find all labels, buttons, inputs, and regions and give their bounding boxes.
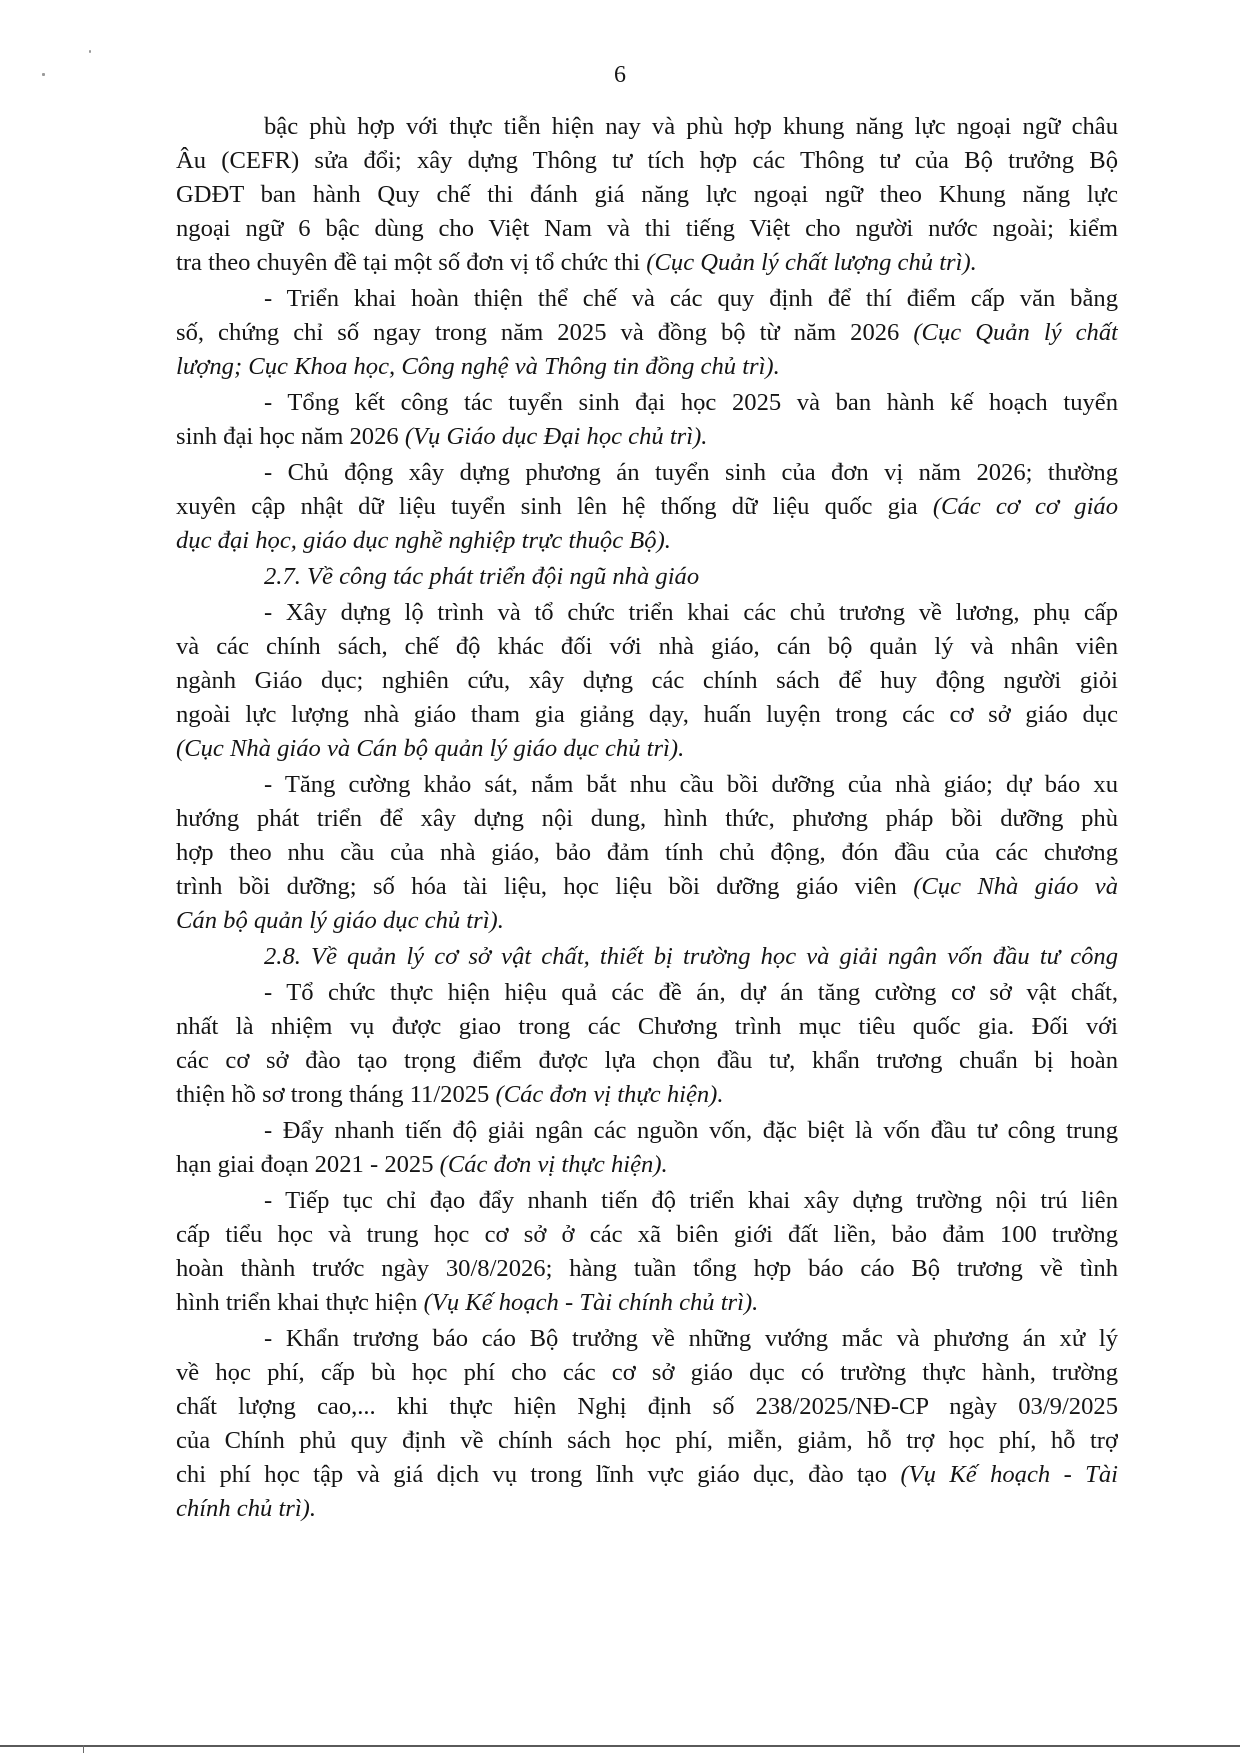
responsible-unit-italic: lượng; Cục Khoa học, Công nghệ và Thông tin đồng chủ trì). (176, 353, 780, 380)
line-text: - Tiếp tục chỉ đạo đẩy nhanh tiến độ triển khai xây dựng trường nội trú liên (264, 1187, 1118, 1214)
page-number: 6 (614, 62, 626, 88)
text-line (176, 282, 1118, 316)
text-line (176, 246, 1118, 280)
text-line (176, 768, 1118, 802)
responsible-unit-italic: (Cục Quản lý chất (913, 319, 1118, 346)
text-line (176, 1286, 1118, 1320)
text-line (176, 316, 1118, 350)
paragraph (176, 976, 1118, 1112)
text-line (176, 490, 1118, 524)
text-line (176, 178, 1118, 212)
text-line (176, 144, 1118, 178)
text-line (176, 386, 1118, 420)
paragraph (176, 1184, 1118, 1320)
section-heading (176, 560, 1118, 594)
responsible-unit-italic: (Cục Nhà giáo và (913, 873, 1118, 900)
responsible-unit-italic: (Vụ Giáo dục Đại học chủ trì). (404, 423, 708, 450)
paragraph (176, 456, 1118, 558)
line-text: số, chứng chỉ số ngay trong năm 2025 và đồng bộ từ năm 2026 (176, 319, 914, 346)
text-line (176, 870, 1118, 904)
responsible-unit-italic: 2.8. Về quản lý cơ sở vật chất, thiết bị trường học và giải ngân vốn đầu tư công (264, 943, 1118, 970)
text-line (176, 420, 1118, 454)
text-line (176, 596, 1118, 630)
line-text: chất lượng cao,... khi thực hiện Nghị định số 238/2025/NĐ-CP ngày 03/9/2025 (176, 1393, 1118, 1420)
text-line (176, 1424, 1118, 1458)
text-line (176, 524, 1118, 558)
footer-tick (83, 1745, 84, 1753)
text-line (176, 1044, 1118, 1078)
line-text: Âu (CEFR) sửa đổi; xây dựng Thông tư tích hợp các Thông tư của Bộ trưởng Bộ (176, 147, 1118, 174)
line-text: - Chủ động xây dựng phương án tuyển sinh của đơn vị năm 2026; thường (264, 459, 1118, 486)
text-line (176, 1322, 1118, 1356)
text-line (176, 732, 1118, 766)
line-text: ngoại ngữ 6 bậc dùng cho Việt Nam và thi tiếng Việt cho người nước ngoài; kiểm (176, 215, 1118, 242)
responsible-unit-italic: (Vụ Kế hoạch - Tài (900, 1461, 1118, 1488)
line-text: GDĐT ban hành Quy chế thi đánh giá năng lực ngoại ngữ theo Khung năng lực (176, 181, 1118, 208)
line-text: nhất là nhiệm vụ được giao trong các Chương trình mục tiêu quốc gia. Đối với (176, 1013, 1118, 1040)
text-line (176, 1010, 1118, 1044)
text-line (176, 1252, 1118, 1286)
line-text: - Xây dựng lộ trình và tổ chức triển khai các chủ trương về lương, phụ cấp (264, 599, 1118, 626)
text-line (176, 1148, 1118, 1182)
line-text: và các chính sách, chế độ khác đối với nhà giáo, cán bộ quản lý và nhân viên (176, 633, 1118, 660)
footer-rule (0, 1745, 1240, 1747)
line-text: - Khẩn trương báo cáo Bộ trưởng về những vướng mắc và phương án xử lý (264, 1325, 1118, 1352)
responsible-unit-italic: (Cục Quản lý chất lượng chủ trì). (646, 249, 977, 276)
section-heading (176, 940, 1118, 974)
line-text: hợp theo nhu cầu của nhà giáo, bảo đảm tính chủ động, đón đầu của các chương (176, 839, 1118, 866)
line-text: sinh đại học năm 2026 (176, 423, 405, 450)
line-text: tra theo chuyên đề tại một số đơn vị tổ chức thi (176, 249, 647, 276)
text-line (176, 802, 1118, 836)
paragraph (176, 282, 1118, 384)
text-line (176, 630, 1118, 664)
text-line (176, 110, 1118, 144)
text-line (176, 664, 1118, 698)
text-line (176, 940, 1118, 974)
text-line (176, 456, 1118, 490)
line-text: ngoài lực lượng nhà giáo tham gia giảng dạy, huấn luyện trong các cơ sở giáo dục (176, 701, 1118, 728)
text-line (176, 212, 1118, 246)
text-line (176, 1458, 1118, 1492)
text-line (176, 836, 1118, 870)
line-text: bậc phù hợp với thực tiễn hiện nay và phù hợp khung năng lực ngoại ngữ châu (264, 113, 1118, 140)
paragraph (176, 1322, 1118, 1526)
responsible-unit-italic: Cán bộ quản lý giáo dục chủ trì). (176, 907, 504, 934)
text-line (176, 1218, 1118, 1252)
line-text: xuyên cập nhật dữ liệu tuyển sinh lên hệ thống dữ liệu quốc gia (176, 493, 933, 520)
responsible-unit-italic: (Các cơ cơ giáo (932, 493, 1118, 520)
scan-speck (89, 50, 91, 53)
text-line (176, 560, 1118, 594)
line-text: - Tổng kết công tác tuyển sinh đại học 2025 và ban hành kế hoạch tuyển (264, 389, 1118, 416)
line-text: hình triển khai thực hiện (176, 1289, 424, 1316)
line-text: hướng phát triển để xây dựng nội dung, hình thức, phương pháp bồi dưỡng phù (176, 805, 1118, 832)
text-line (176, 698, 1118, 732)
line-text: các cơ sở đào tạo trọng điểm được lựa chọn đầu tư, khẩn trương chuẩn bị hoàn (176, 1047, 1118, 1074)
responsible-unit-italic: (Các đơn vị thực hiện). (495, 1081, 724, 1108)
line-text: - Tăng cường khảo sát, nắm bắt nhu cầu bồi dưỡng của nhà giáo; dự báo xu (264, 771, 1118, 798)
line-text: ngành Giáo dục; nghiên cứu, xây dựng các chính sách để huy động người giỏi (176, 667, 1118, 694)
line-text: - Tổ chức thực hiện hiệu quả các đề án, dự án tăng cường cơ sở vật chất, (264, 979, 1118, 1006)
text-line (176, 1356, 1118, 1390)
line-text: trình bồi dưỡng; số hóa tài liệu, học liệu bồi dưỡng giáo viên (176, 873, 914, 900)
paragraph (176, 596, 1118, 766)
text-line (176, 350, 1118, 384)
responsible-unit-italic: (Cục Nhà giáo và Cán bộ quản lý giáo dục chủ trì). (176, 735, 685, 762)
responsible-unit-italic: 2.7. Về công tác phát triển đội ngũ nhà giáo (264, 563, 700, 590)
text-line (176, 1078, 1118, 1112)
paragraph (176, 110, 1118, 280)
line-text: về học phí, cấp bù học phí cho các cơ sở giáo dục có trường thực hành, trường (176, 1359, 1118, 1386)
responsible-unit-italic: (Vụ Kế hoạch - Tài chính chủ trì). (423, 1289, 759, 1316)
paragraph (176, 1114, 1118, 1182)
responsible-unit-italic: (Các đơn vị thực hiện). (439, 1151, 668, 1178)
line-text: hoàn thành trước ngày 30/8/2026; hàng tuần tổng hợp báo cáo Bộ trương về tình (176, 1255, 1118, 1282)
responsible-unit-italic: dục đại học, giáo dục nghề nghiệp trực thuộc Bộ). (176, 527, 671, 554)
line-text: chi phí học tập và giá dịch vụ trong lĩnh vực giáo dục, đào tạo (176, 1461, 901, 1488)
text-line (176, 1114, 1118, 1148)
text-line (176, 1184, 1118, 1218)
line-text: của Chính phủ quy định về chính sách học phí, miễn, giảm, hỗ trợ học phí, hỗ trợ (176, 1427, 1118, 1454)
paragraph (176, 768, 1118, 938)
text-line (176, 1492, 1118, 1526)
line-text: cấp tiểu học và trung học cơ sở ở các xã biên giới đất liền, bảo đảm 100 trường (176, 1221, 1118, 1248)
line-text: - Đẩy nhanh tiến độ giải ngân các nguồn vốn, đặc biệt là vốn đầu tư công trung (264, 1117, 1118, 1144)
line-text: - Triển khai hoàn thiện thể chế và các quy định để thí điểm cấp văn bằng (264, 285, 1118, 312)
document-body (176, 110, 1118, 1527)
paragraph (176, 386, 1118, 454)
text-line (176, 976, 1118, 1010)
line-text: thiện hồ sơ trong tháng 11/2025 (176, 1081, 496, 1108)
responsible-unit-italic: chính chủ trì). (176, 1495, 317, 1522)
scan-speck (42, 73, 45, 76)
text-line (176, 904, 1118, 938)
text-line (176, 1390, 1118, 1424)
line-text: hạn giai đoạn 2021 - 2025 (176, 1151, 440, 1178)
